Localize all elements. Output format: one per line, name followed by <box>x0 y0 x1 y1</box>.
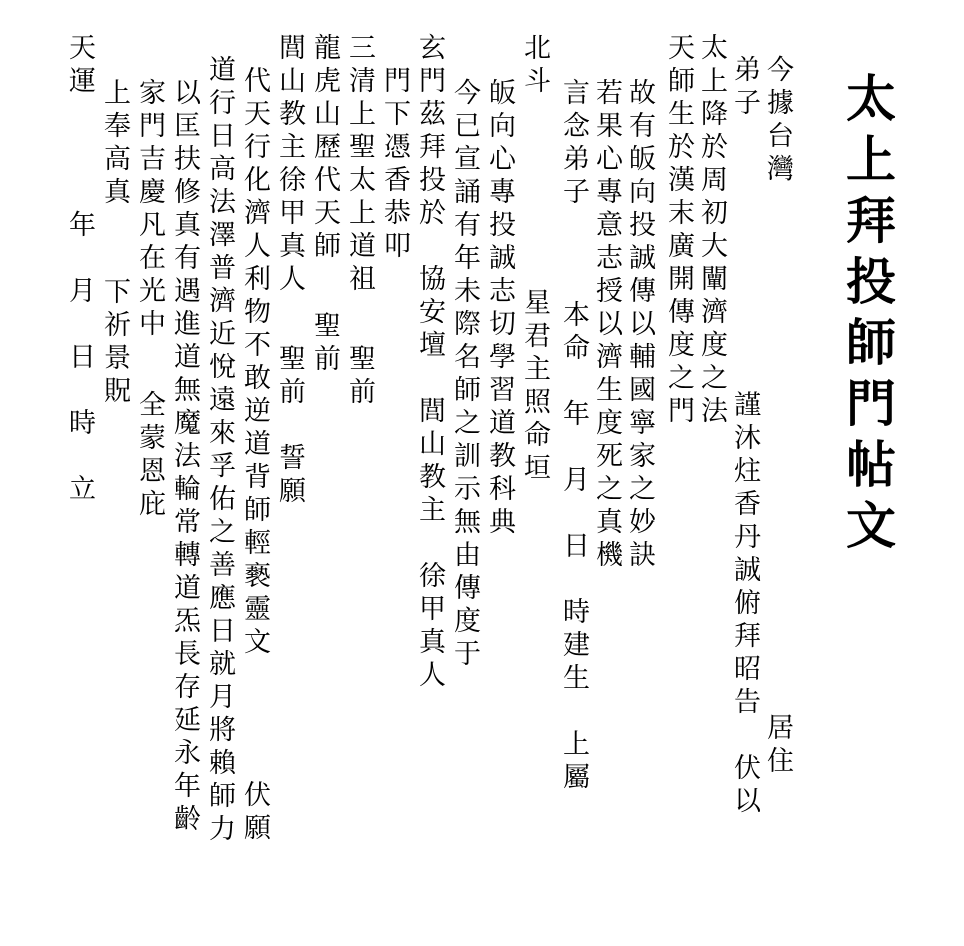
text-column-31: 天運 <box>64 33 95 99</box>
text-column-3: 弟子 <box>729 55 760 121</box>
text-column-14: 今已宣誦有年未際名師之訓示無由傳度于 <box>449 78 480 672</box>
text-column-27: 家門吉慶凡在光中 <box>134 78 165 342</box>
text-column-25: 道行日高法澤普濟近悅遠來孚佑之善應日就月將賴師力 <box>204 55 235 847</box>
text-column-24: 伏願 <box>239 780 270 846</box>
text-column-20: 聖前 <box>309 311 340 377</box>
text-column-21: 閭山教主徐甲真人 <box>274 33 305 297</box>
text-column-9: 言念弟子 <box>558 78 589 210</box>
text-column-19: 龍虎山歷代天師 <box>309 33 340 264</box>
text-column-13: 皈向心專投誠志切學習道教科典 <box>484 78 515 540</box>
text-column-16: 門下憑香恭叩 <box>379 66 410 264</box>
document-title: 太上拜投師門帖文 <box>838 72 897 560</box>
text-column-22: 聖前 誓願 <box>274 344 305 509</box>
text-column-18: 聖前 <box>344 344 375 410</box>
text-column-11: 北斗 <box>519 33 550 99</box>
text-column-4: 謹沐炷香丹誠俯拜昭告 伏以 <box>729 390 760 819</box>
text-column-5: 太上降於周初大闡濟度之法 <box>696 33 727 429</box>
text-column-7: 故有皈向投誠傳以輔國寧家之妙訣 <box>624 78 655 573</box>
text-column-28: 全蒙恩庇 <box>134 390 165 522</box>
text-column-10: 本命 年 月 日 時建生 上屬 <box>558 300 589 795</box>
text-column-17: 三清上聖太上道祖 <box>344 33 375 297</box>
text-column-29: 上奉高真 <box>99 78 130 210</box>
text-column-1: 今據台灣 <box>762 55 793 187</box>
text-column-6: 天師生於漢末廣開傳度之門 <box>663 33 694 429</box>
text-column-8: 若果心專意志授以濟生度死之真機 <box>591 78 622 573</box>
text-column-32: 年 月 日 時 立 <box>64 210 95 507</box>
text-column-26: 以匡扶修真有遇進道無魔法輪常轉道炁長存延永年齡 <box>169 78 200 837</box>
text-column-12: 星君主照命垣 <box>519 288 550 486</box>
text-column-23: 代天行化濟人利物不敢逆道背師輕褻靈文 <box>239 66 270 660</box>
text-column-15: 玄門茲拜投於 協安壇 閭山教主 徐甲真人 <box>414 33 445 693</box>
text-column-30: 下祈景貺 <box>99 277 130 409</box>
text-column-2: 居住 <box>762 713 793 779</box>
